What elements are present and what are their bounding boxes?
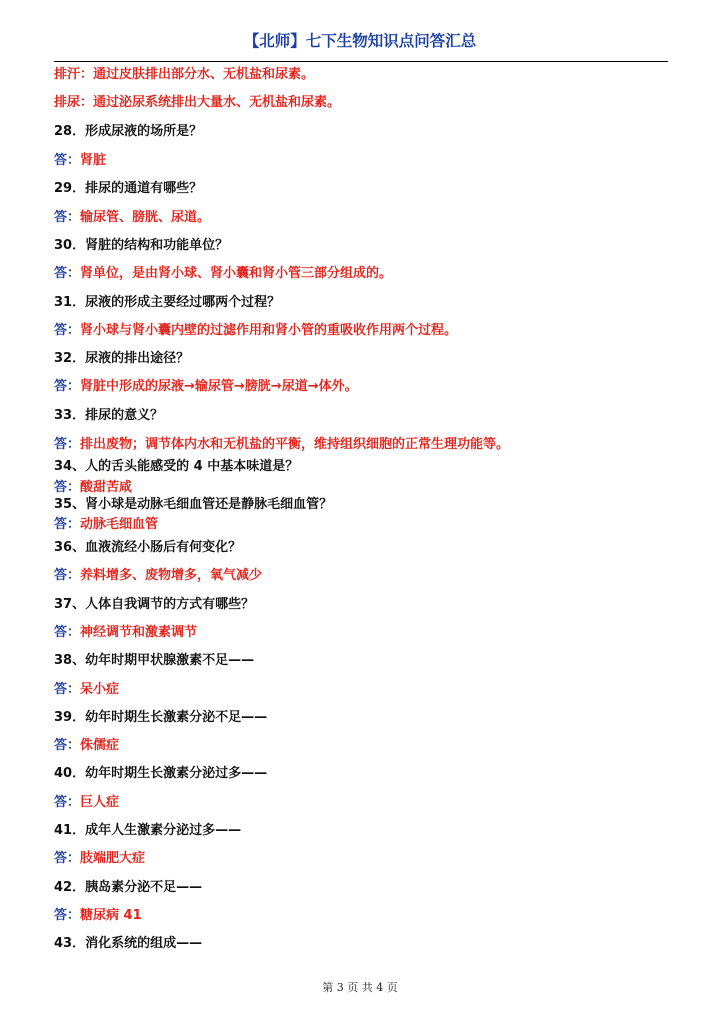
question-line xyxy=(54,459,298,475)
question-text: 43．消化系统的组成—— xyxy=(54,936,203,951)
answer-label: 答： xyxy=(54,323,81,338)
answer-line xyxy=(54,480,132,496)
answer-line xyxy=(54,517,158,533)
question-line xyxy=(54,408,163,424)
answer-label: 答： xyxy=(54,153,81,168)
answer-text: 神经调节和激素调节 xyxy=(80,625,198,640)
answer-label: 答： xyxy=(54,379,81,394)
answer-line xyxy=(54,851,145,867)
answer-text: 肾脏 xyxy=(80,153,107,168)
answer-label: 答： xyxy=(54,795,81,810)
question-text: 31．尿液的形成主要经过哪两个过程？ xyxy=(54,295,281,310)
answer-line xyxy=(54,682,119,698)
answer-line xyxy=(54,379,358,395)
answer-text: 通过皮肤排出部分水、无机盐和尿素。 xyxy=(93,67,315,82)
question-line xyxy=(54,823,241,839)
answer-label: 答： xyxy=(54,210,81,225)
question-text: 36、血液流经小肠后有何变化？ xyxy=(54,540,242,555)
question-line xyxy=(54,181,202,197)
question-text: 32．尿液的排出途径？ xyxy=(54,351,190,366)
header-divider xyxy=(54,61,668,62)
question-line xyxy=(54,766,267,782)
answer-text: 动脉毛细血管 xyxy=(80,517,159,532)
question-text: 28．形成尿液的场所是？ xyxy=(54,124,203,139)
answer-line xyxy=(54,266,392,282)
answer-line xyxy=(54,795,119,811)
question-text: 29．排尿的通道有哪些？ xyxy=(54,181,203,196)
answer-line xyxy=(54,908,142,924)
answer-line xyxy=(54,153,106,169)
question-text: 33．排尿的意义？ xyxy=(54,408,164,423)
answer-label: 答： xyxy=(54,437,81,452)
question-text: 42．胰岛素分泌不足—— xyxy=(54,880,203,895)
answer-text: 养料增多、废物增多，氧气减少 xyxy=(80,568,263,583)
question-text: 30．肾脏的结构和功能单位？ xyxy=(54,238,229,253)
answer-line xyxy=(54,210,210,226)
answer-label: 排尿： xyxy=(54,95,94,110)
answer-label: 答： xyxy=(54,908,81,923)
answer-label: 答： xyxy=(54,480,81,495)
answer-label: 答： xyxy=(54,625,81,640)
question-line xyxy=(54,497,332,513)
answer-text: 排出废物；调节体内水和无机盐的平衡，维持组织细胞的正常生理功能等。 xyxy=(80,437,510,452)
answer-label: 答： xyxy=(54,851,81,866)
answer-text: 呆小症 xyxy=(80,682,120,697)
answer-line xyxy=(54,738,119,754)
page-footer: 第 3 页 共 4 页 xyxy=(322,981,398,994)
question-line xyxy=(54,880,202,896)
answer-label: 答： xyxy=(54,738,81,753)
answer-text: 巨人症 xyxy=(80,795,120,810)
question-line xyxy=(54,597,254,613)
question-text: 39．幼年时期生长激素分泌不足—— xyxy=(54,710,268,725)
question-text: 38、幼年时期甲状腺激素不足—— xyxy=(54,653,255,668)
answer-label: 答： xyxy=(54,266,81,281)
question-line xyxy=(54,936,202,952)
question-text: 40．幼年时期生长激素分泌过多—— xyxy=(54,766,268,781)
question-text: 35、肾小球是动脉毛细血管还是静脉毛细血管？ xyxy=(54,497,333,512)
question-line xyxy=(54,710,267,726)
question-line xyxy=(54,540,241,556)
answer-text: 肾单位，是由肾小球、肾小囊和肾小管三部分组成的。 xyxy=(80,266,393,281)
question-line xyxy=(54,238,228,254)
answer-line xyxy=(54,625,197,641)
answer-line xyxy=(54,67,314,83)
question-text: 41．成年人生激素分泌过多—— xyxy=(54,823,242,838)
answer-text: 糖尿病 41 xyxy=(80,908,142,923)
answer-line xyxy=(54,95,340,111)
question-line xyxy=(54,351,189,367)
answer-label: 答： xyxy=(54,568,81,583)
question-line xyxy=(54,124,202,140)
answer-text: 侏儒症 xyxy=(80,738,120,753)
question-line xyxy=(54,653,254,669)
answer-label: 答： xyxy=(54,517,81,532)
answer-text: 肢端肥大症 xyxy=(80,851,146,866)
answer-text: 通过泌尿系统排出大量水、无机盐和尿素。 xyxy=(93,95,341,110)
question-text: 37、人体自我调节的方式有哪些？ xyxy=(54,597,255,612)
answer-line xyxy=(54,568,262,584)
question-text: 34、人的舌头能感受的 4 中基本味道是？ xyxy=(54,459,299,474)
answer-line xyxy=(54,437,509,453)
answer-text: 输尿管、膀胱、尿道。 xyxy=(80,210,211,225)
question-line xyxy=(54,295,280,311)
answer-text: 酸甜苦咸 xyxy=(80,480,133,495)
answer-line xyxy=(54,323,457,339)
page-title: 【北师】七下生物知识点问答汇总 xyxy=(243,32,477,50)
answer-label: 答： xyxy=(54,682,81,697)
answer-label: 排汗： xyxy=(54,67,94,82)
answer-text: 肾小球与肾小囊内壁的过滤作用和肾小管的重吸收作用两个过程。 xyxy=(80,323,458,338)
answer-text: 肾脏中形成的尿液→输尿管→膀胱→尿道→体外。 xyxy=(80,379,358,394)
